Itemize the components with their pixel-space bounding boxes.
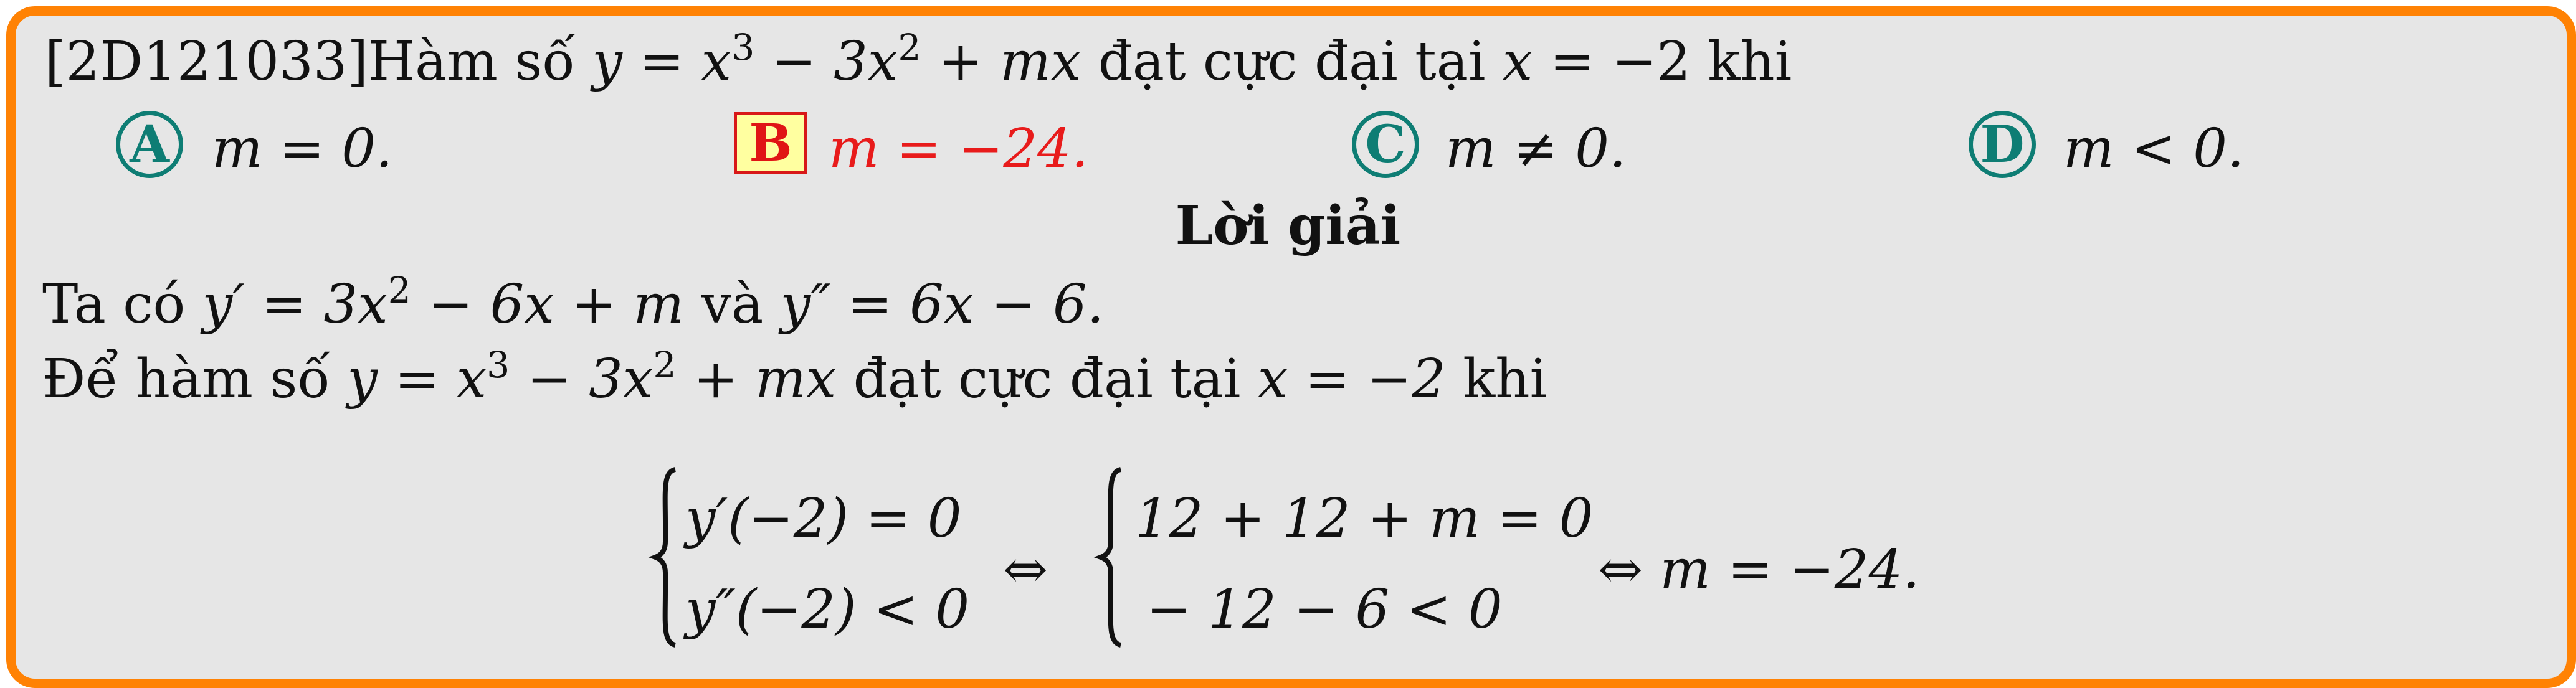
- line2-condition: x = −2: [1257, 348, 1446, 410]
- line1-exponent: 2: [387, 268, 411, 311]
- condition-var: x: [1502, 31, 1533, 93]
- solution-line-1: [42, 268, 1105, 336]
- line2-prefix: Để hàm số: [42, 348, 330, 410]
- choice-a-letter: A: [130, 115, 169, 174]
- stem-end: khi: [1708, 31, 1792, 93]
- right-system-brace-icon: [1100, 467, 1124, 648]
- function-term-c: + mx: [938, 31, 1081, 93]
- choice-b-text[interactable]: m = −24.: [829, 118, 1089, 180]
- line1-second-derivative: y″ = 6x − 6.: [780, 273, 1105, 336]
- system2-line-1: 12 + 12 + m = 0: [1135, 488, 1594, 550]
- choice-a-text[interactable]: m = 0.: [212, 118, 393, 180]
- problem-statement: [45, 26, 1792, 93]
- exponent-2: 2: [898, 26, 921, 68]
- system1-line-1: y′(−2) = 0: [685, 488, 962, 550]
- problem-id: [2D121033]: [45, 31, 369, 93]
- function-term-b: − 3x: [771, 31, 898, 93]
- solution-line-2: [42, 343, 1547, 410]
- choice-d-circle-icon[interactable]: [1969, 111, 2036, 178]
- line1-and: và: [701, 273, 764, 336]
- choice-c-circle-icon[interactable]: [1352, 111, 1419, 178]
- system2-line-2: − 12 − 6 < 0: [1146, 578, 1503, 641]
- function-lhs: y: [592, 31, 622, 93]
- line2-exponent-3: 3: [487, 343, 510, 386]
- line2-exponent-2: 2: [653, 343, 677, 386]
- line2-term-b: − 3x: [526, 348, 654, 410]
- stem-tail: đạt cực đại tại: [1098, 31, 1486, 93]
- line2-end: khi: [1463, 348, 1547, 410]
- line2-term-c: + mx: [693, 348, 837, 410]
- iff-symbol: ⇔: [1003, 539, 1048, 601]
- exponent-3: 3: [731, 26, 755, 68]
- result: ⇔ m = −24.: [1598, 539, 1920, 601]
- condition-value: = −2: [1549, 31, 1691, 93]
- system1-line-2: y″(−2) < 0: [685, 578, 970, 641]
- solution-heading: Lời giải: [1175, 194, 1401, 257]
- choice-d-letter: D: [1980, 115, 2025, 174]
- left-brace-icon: [654, 467, 679, 648]
- function-term-a: = x: [639, 31, 732, 93]
- choice-c-letter: C: [1365, 115, 1406, 174]
- line2-tail: đạt cực đại tại: [853, 348, 1241, 410]
- stem-text: Hàm số: [368, 31, 575, 93]
- choice-b-letter: B: [749, 113, 792, 173]
- choice-d-text[interactable]: m < 0.: [2063, 118, 2245, 180]
- choice-c-text[interactable]: m ≠ 0.: [1445, 118, 1627, 180]
- line1-derivative-b: − 6x + m: [428, 273, 685, 336]
- line1-prefix: Ta có: [42, 273, 186, 336]
- line1-derivative-a: y′ = 3x: [202, 273, 388, 336]
- line2-term-a: y = x: [347, 348, 487, 410]
- choice-a-circle-icon[interactable]: [116, 111, 183, 178]
- choice-b-box-icon[interactable]: [734, 112, 807, 174]
